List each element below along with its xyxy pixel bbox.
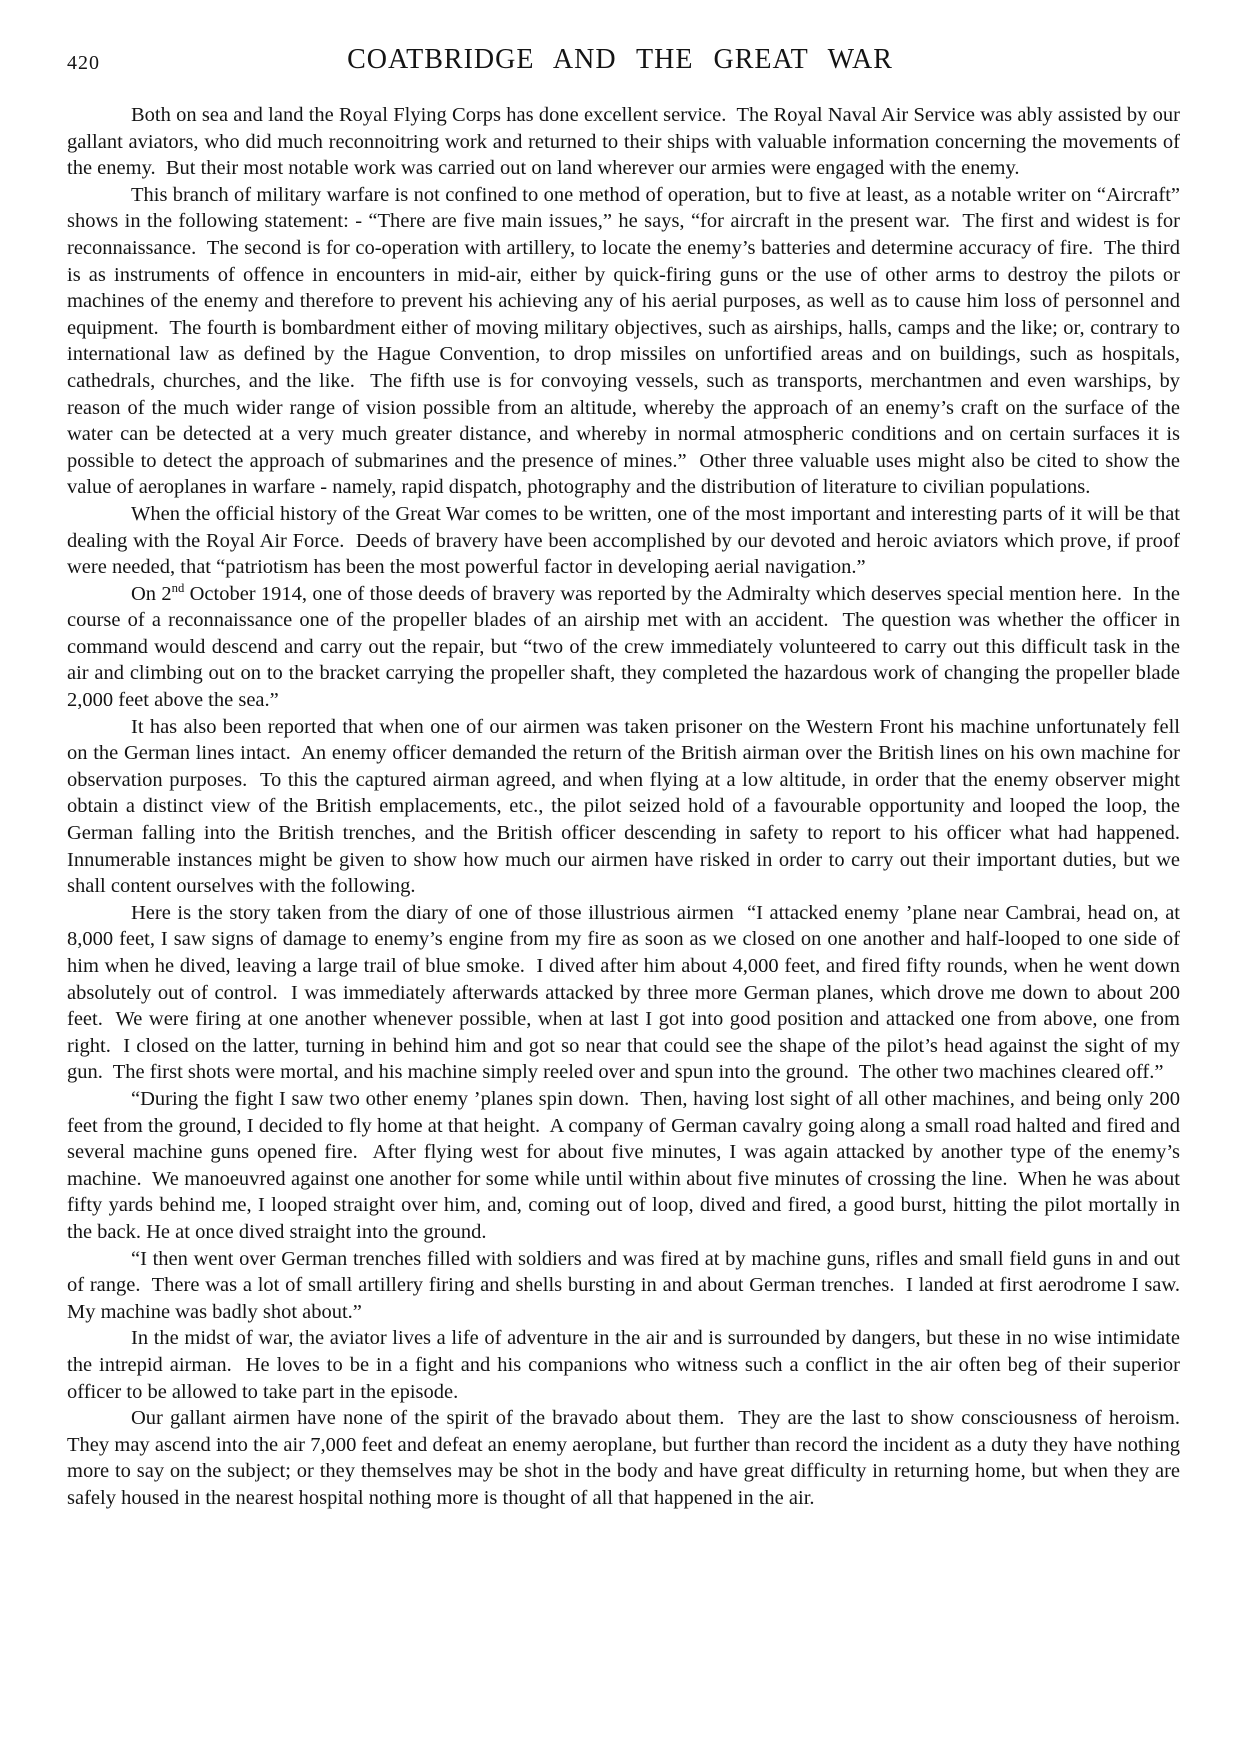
paragraph-5: It has also been reported that when one of our airmen was taken prisoner on the Western Front his machine unfortunately fell on the German lines intact. An enemy officer demanded the return of the British airman over the British lines on his own machine for observation purposes. To this the captured airman agreed, and when flying at a low altitude, in order that the enemy observer might obtain a distinct view of the British emplacements, etc., the pilot seized hold of a favourable opportunity and looped the loop, the German falling into the British trenches, and the British officer descending in safety to report to his officer what had happened. Innumerable instances might be given to show how much our airmen have risked in order to carry out their important duties, but we shall content ourselves with the following. [67,715,1191,898]
page-header [0,0,1240,92]
paragraph-6: Here is the story taken from the diary of one of those illustrious airmen “I attacked enemy ’plane near Cambrai, head on, at 8,000 feet, I saw signs of damage to enemy’s engine from my fire as soon as we closed on one another and half-looped to one side of him when he dived, leaving a large trail of blue smoke. I dived after him about 4,000 feet, and fired fifty rounds, when he went down absolutely out of control. I was immediately afterwards attacked by three more German planes, which drove me down to about 200 feet. We were firing at one another whenever possible, when at last I got into good position and attacked one from above, one from right. I closed on the latter, turning in behind him and got so near that could see the shape of the pilot’s head against the sight of my gun. The first shots were mortal, and his machine simply reeled over and spun into the ground. The other two machines cleared off.” [67,901,1186,1084]
ordinal-superscript: nd [171,580,185,595]
paragraph-9: In the midst of war, the aviator lives a life of adventure in the air and is surrounded by dangers, but these in no wise intimidate the intrepid airman. He loves to be in a fight and his companions who witness such a conflict in the air often beg of their superior officer to be allowed to take part in the episode. [67,1327,1186,1403]
paragraph-2: This branch of military warfare is not confined to one method of operation, but to five at least, as a notable writer on “Aircraft” shows in the following statement: - “There are five main issues,” he says, “for aircraft in the present war. The first and widest is for reconnaissance. The second is for co-operation with artillery, to locate the enemy’s batteries and determine accuracy of fire. The third is as instruments of offence in encounters in mid-air, either by quick-firing guns or the use of other arms to destroy the pilots or machines of the enemy and therefore to prevent his achieving any of his aerial purposes, as well as to cause him loss of personnel and equipment. The fourth is bombardment either of moving military objectives, such as airships, halls, camps and the like; or, contrary to international law as defined by the Hague Convention, to drop missiles on unfortified areas and on buildings, such as hospitals, cathedrals, churches, and the like. The fifth use is for convoying vessels, such as transports, merchantmen and even warships, by reason of the much wider range of vision possible from an altitude, whereby the approach of an enemy’s craft on the surface of the water can be detected at a very much greater distance, and whereby in normal atmospheric conditions and on certain surfaces it is possible to detect the approach of submarines and the presence of mines.” Other three valuable uses might also be cited to show the value of aeroplanes in warfare - namely, rapid dispatch, photography and the distribution of literature to civilian populations. [67,183,1186,499]
paragraph-3: When the official history of the Great War comes to be written, one of the most important and interesting parts of it will be that dealing with the Royal Air Force. Deeds of bravery have been accomplished by our devoted and heroic aviators which prove, if proof were needed, that “patriotism has been the most powerful factor in developing aerial navigation.” [67,502,1186,579]
paragraph-7: “During the fight I saw two other enemy ’planes spin down. Then, having lost sight of all other machines, and being only 200 feet from the ground, I decided to fly home at that height. A company of German cavalry going along a small road halted and fired and several machine guns opened fire. After flying west for about five minutes, I was again attacked by another type of the enemy’s machine. We manoeuvred against one another for some while until within about five minutes of crossing the line. When he was about fifty yards behind me, I looped straight over him, and, coming out of loop, dived and fired, a good burst, hitting the pilot mortally in the back. He at once dived straight into the ground. [67,1087,1186,1243]
paragraph-1: Both on sea and land the Royal Flying Corps has done excellent service. The Royal Naval Air Service was ably assisted by our gallant aviators, who did much reconnoitring work and returned to their ships with valuable information concerning the movements of the enemy. But their most notable work was carried out on land wherever our armies were engaged with the enemy. [67,104,1186,180]
paragraph-8: “I then went over German trenches filled with soldiers and was fired at by machine guns, rifles and small field guns in and out of range. There was a lot of small artillery firing and shells bursting in and about German trenches. I landed at first aerodrome I saw. My machine was badly shot about.” [67,1247,1191,1323]
paragraph-4-date-prefix: On 2 [131,582,172,605]
paragraph-4 [67,580,1186,714]
paragraph-10: Our gallant airmen have none of the spirit of the bravado about them. They are the last to show consciousness of heroism. They may ascend into the air 7,000 feet and defeat an enemy aeroplane, but further than record the incident as a duty they have nothing more to say on the subject; or they themselves may be shot in the body and have great difficulty in returning home, but when they are safely housed in the nearest hospital nothing more is thought of all that happened in the air. [67,1407,1191,1509]
page-number: 420 [67,52,100,74]
article-body [67,102,1191,1511]
paragraph-4-text: October 1914, one of those deeds of bravery was reported by the Admiralty which deserves special mention here. In the course of a reconnaissance one of the propeller blades of an airship met with an accident. The question was whether the officer in command would descend and carry out the repair, but “two of the crew immediately volunteered to carry out this difficult task in the air and climbing out on to the bracket carrying the propeller shaft, they completed the hazardous work of changing the propeller blade 2,000 feet above the sea.” [67,582,1186,712]
page-title: COATBRIDGE AND THE GREAT WAR [347,44,893,75]
